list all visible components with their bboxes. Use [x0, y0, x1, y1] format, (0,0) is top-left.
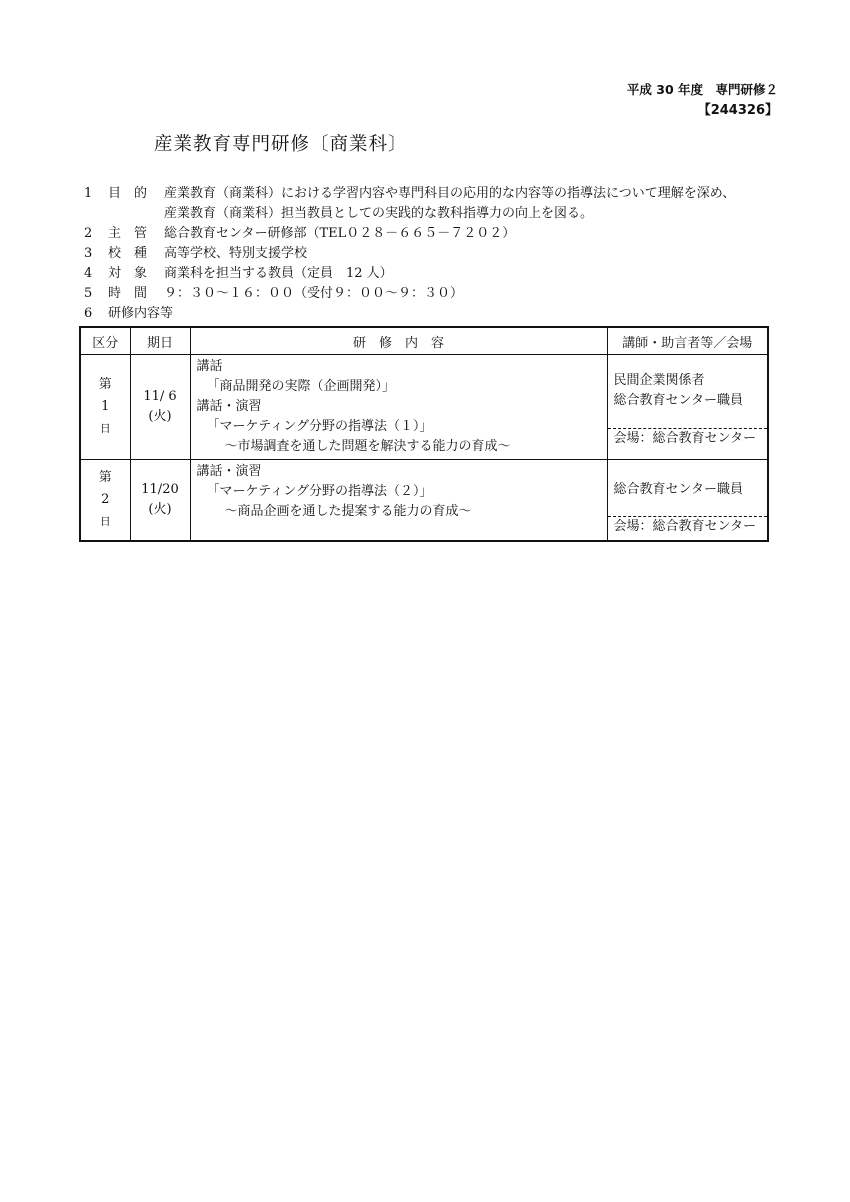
item-purpose-continued: 産業教育（商業科）担当教員としての実践的な教科指導力の向上を図る。: [164, 206, 594, 221]
content-line: 「商品開発の実際（企画開発）」: [206, 379, 396, 394]
item-text: ９：３０～１６：００（受付９：００～９：３０）: [164, 286, 464, 301]
instructor-list: [608, 460, 768, 516]
item-text: 商業科を担当する教員（定員 12 人）: [164, 266, 393, 281]
session-content: [190, 460, 607, 542]
content-line: 講話・演習: [196, 399, 262, 414]
content-line: ～商品企画を通した提案する能力の育成～: [224, 504, 472, 519]
venue: 会場：総合教育センター: [608, 428, 768, 450]
item-number: 4: [84, 266, 93, 281]
instructor-name: 民間企業関係者: [613, 373, 705, 388]
course-code: 【244326】: [697, 103, 778, 118]
header-category: 区分: [80, 327, 130, 355]
item-text: 総合教育センター研修部（TEL０２８－６６５－７２０２）: [164, 226, 516, 241]
day-suffix: 日: [99, 515, 111, 528]
item-label: 研修内容等: [108, 306, 174, 321]
session-date: [130, 460, 190, 542]
header-date: 期日: [130, 327, 190, 355]
weekday-text: (火): [148, 502, 172, 517]
day-number: 2: [101, 492, 110, 507]
day-prefix: 第: [98, 470, 112, 485]
table-row-day2: [80, 460, 768, 542]
day-suffix: 日: [99, 422, 111, 435]
venue: 会場：総合教育センター: [608, 516, 768, 538]
item-number: 2: [84, 226, 93, 241]
item-text: 産業教育（商業科）における学習内容や専門科目の応用的な内容等の指導法について理解を深め、: [164, 186, 736, 201]
instructor-list: [608, 355, 768, 428]
item-purpose: [84, 182, 735, 201]
item-number: 3: [84, 246, 93, 261]
item-organizer: [84, 222, 515, 241]
item-target: [84, 262, 393, 281]
session-date: [130, 355, 190, 460]
item-number: 1: [84, 186, 93, 201]
table-row-day1: [80, 355, 768, 460]
content-line: 講話・演習: [196, 464, 262, 479]
item-school-type: [84, 242, 307, 261]
header-content: 研 修 内 容: [190, 327, 607, 355]
session-content: [190, 355, 607, 460]
header-year-course: 平成 30 年度 専門研修２: [626, 82, 778, 97]
day-label: [80, 355, 130, 460]
item-label: 目 的: [108, 186, 148, 201]
page-title: 産業教育専門研修〔商業科〕: [154, 134, 408, 155]
content-line: ～市場調査を通した問題を解決する能力の育成～: [224, 439, 511, 454]
content-line: 「マーケティング分野の指導法（２）」: [206, 484, 433, 499]
day-number: 1: [101, 399, 110, 414]
table-header-row: [80, 327, 768, 355]
item-label: 校 種: [108, 246, 148, 261]
instructor-cell: [607, 355, 768, 460]
content-line: 講話: [196, 359, 223, 374]
item-time: [84, 282, 463, 301]
item-label: 対 象: [108, 266, 148, 281]
weekday-text: (火): [148, 409, 172, 424]
item-text: 高等学校、特別支援学校: [164, 246, 308, 261]
date-text: 11/20: [141, 482, 179, 497]
day-label: [80, 460, 130, 542]
item-label: 時 間: [108, 286, 148, 301]
instructor-cell: [607, 460, 768, 542]
date-text: 11/ 6: [143, 389, 177, 404]
instructor-name: 総合教育センター職員: [613, 482, 743, 497]
item-number: 6: [84, 306, 93, 321]
day-prefix: 第: [98, 377, 112, 392]
instructor-name: 総合教育センター職員: [613, 393, 743, 408]
schedule-table: [79, 326, 769, 542]
header-instructor-venue: 講師・助言者等／会場: [607, 327, 768, 355]
content-line: 「マーケティング分野の指導法（１）」: [206, 419, 433, 434]
item-number: 5: [84, 286, 93, 301]
item-training-content: [84, 302, 173, 321]
item-label: 主 管: [108, 226, 148, 241]
